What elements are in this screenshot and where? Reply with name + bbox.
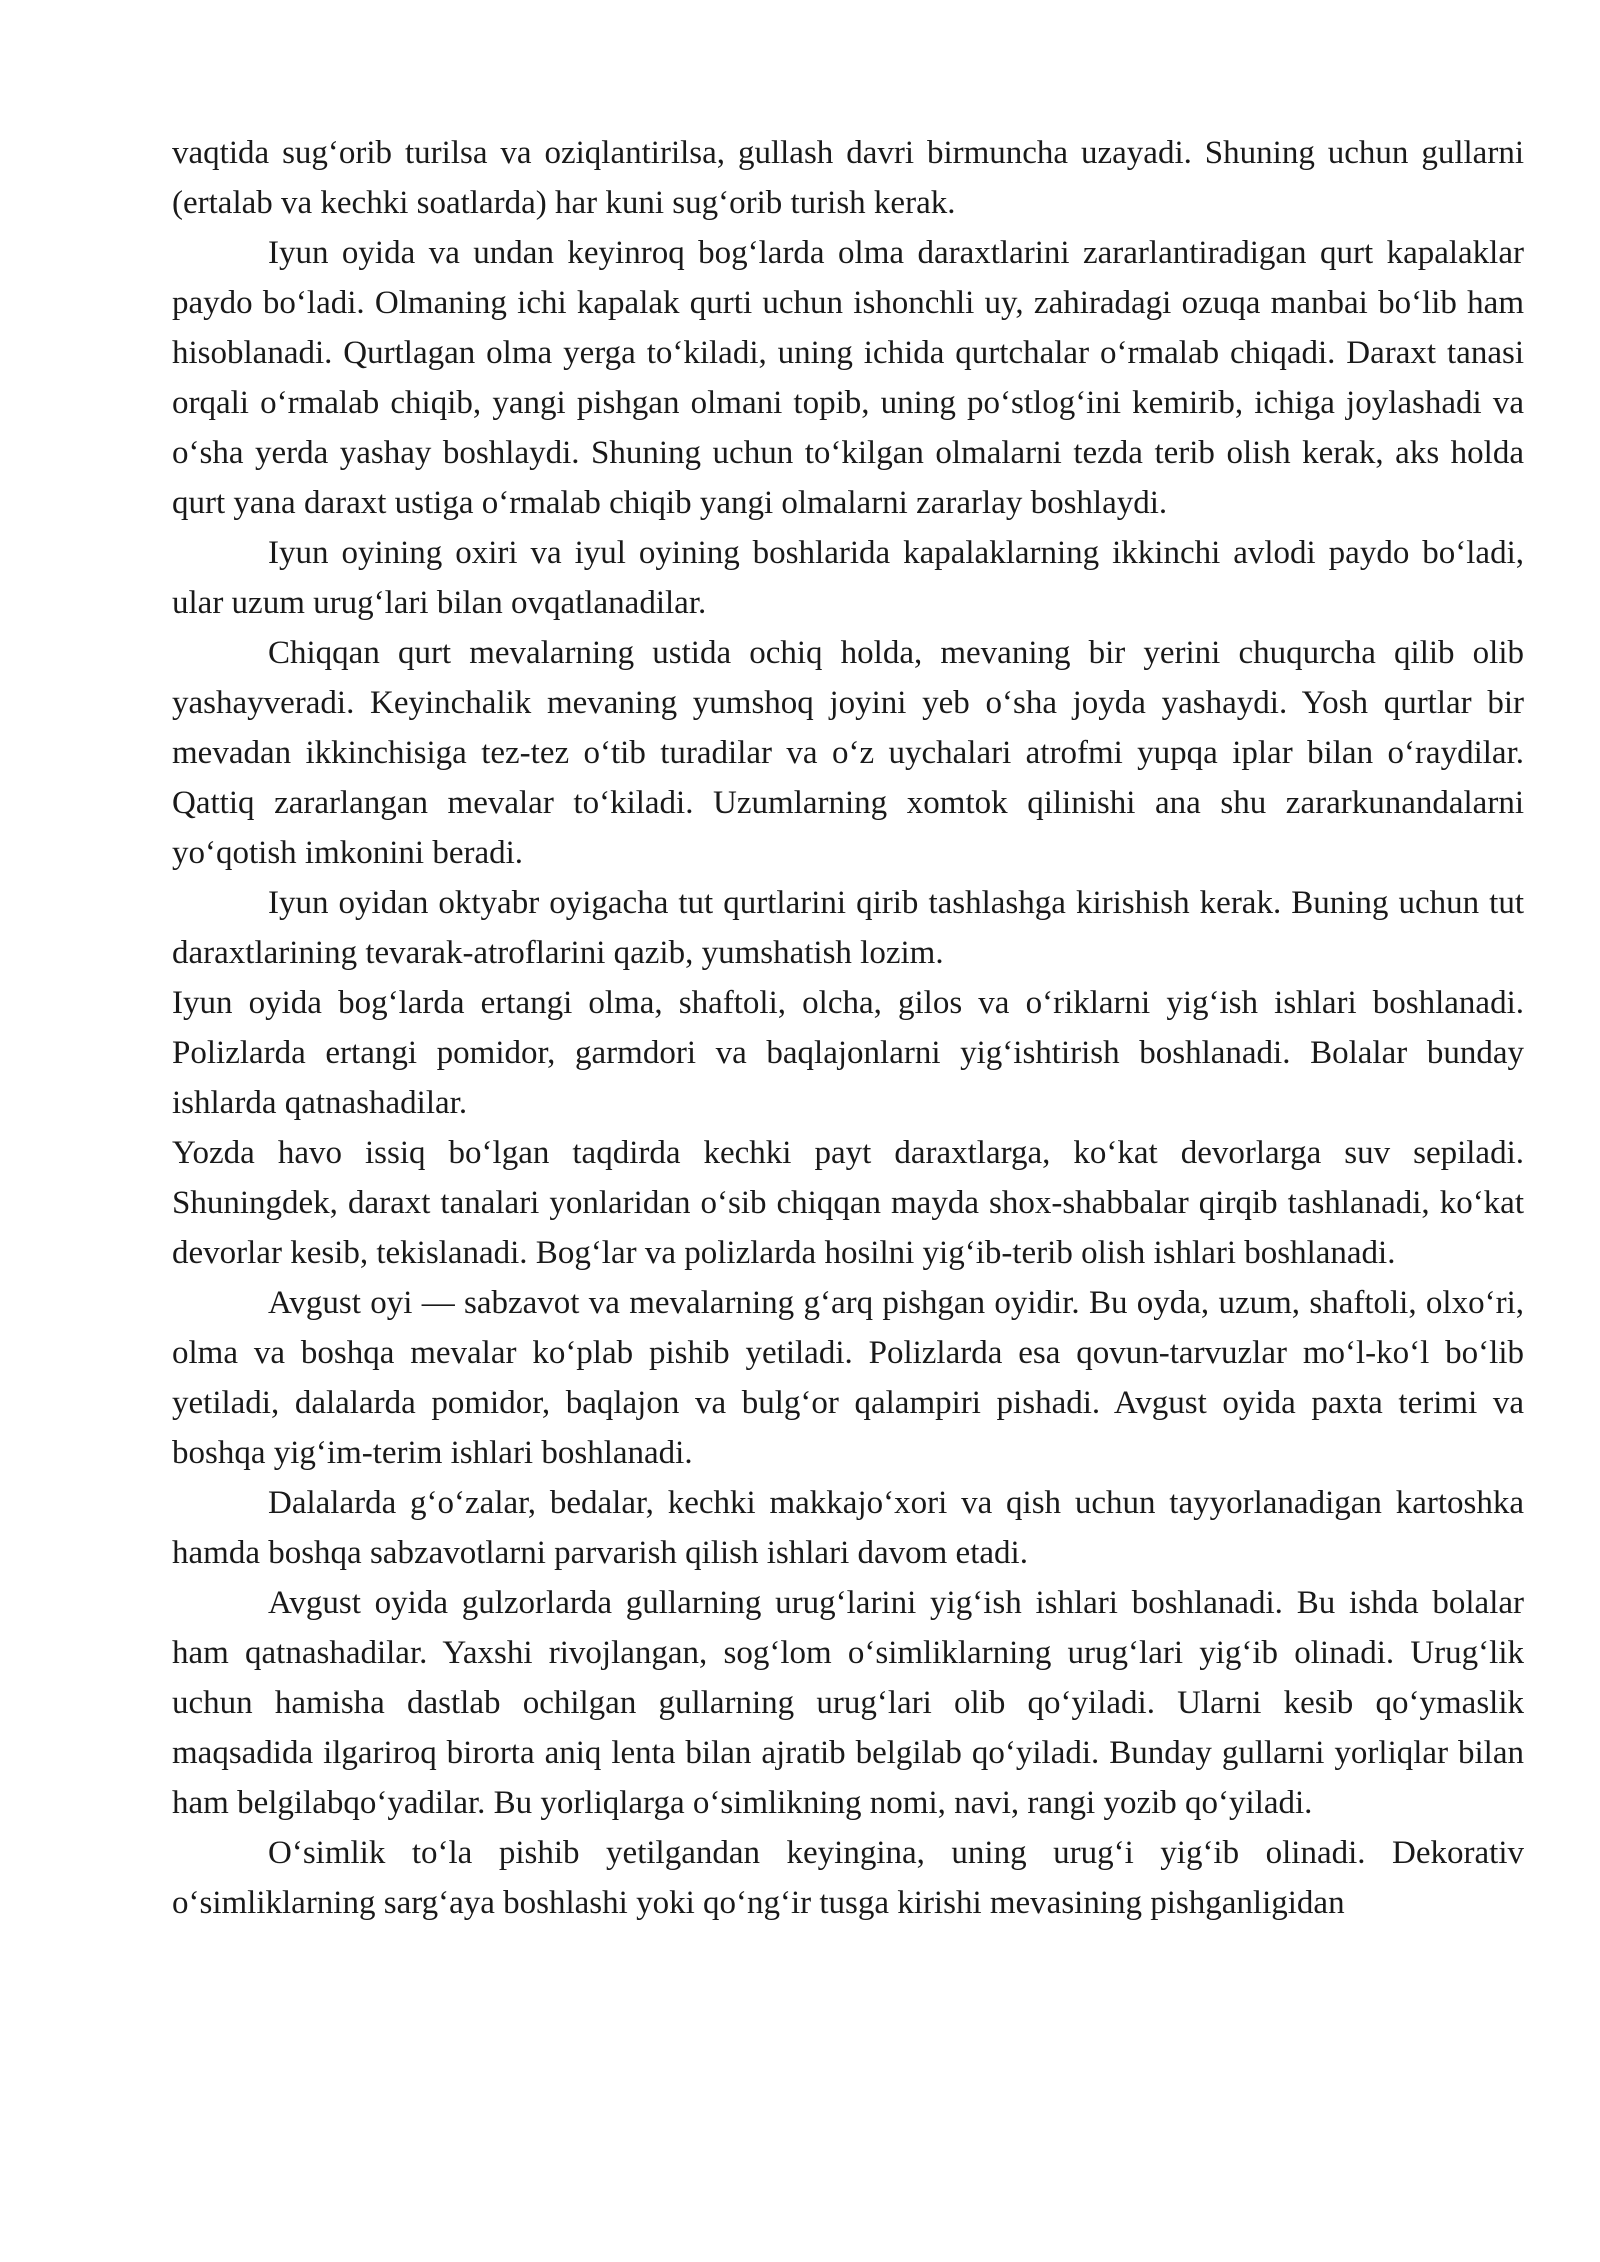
paragraph: O‘simlik to‘la pishib yetilgandan keyingina, uning urug‘i yig‘ib olinadi. Dekorativ o‘simliklarning sarg‘aya boshlashi yoki qo‘ng‘ir tusga kirishi mevasining pishganligidan	[172, 1835, 1524, 1921]
document-page	[172, 128, 1524, 1928]
paragraph: Iyun oyidan oktyabr oyigacha tut qurtlarini qirib tashlashga kirishish kerak. Buning uchun tut daraxtlarining tevarak-atroflarini qazib, yumshatish lozim.	[172, 885, 1524, 971]
paragraph: Iyun oyida va undan keyinroq bog‘larda olma daraxtlarini zararlantiradigan qurt kapalaklar paydo bo‘ladi. Olmaning ichi kapalak qurti uchun ishonchli uy, zahiradagi ozuqa manbai bo‘lib ham hisoblanadi. Qurtlagan olma yerga to‘kiladi, uning ichida qurtchalar o‘rmalab chiqadi. Daraxt tanasi orqali o‘rmalab chiqib, yangi pishgan olmani topib, uning po‘stlog‘ini kemirib, ichiga joylashadi va o‘sha yerda yashay boshlaydi. Shuning uchun to‘kilgan olmalarni tezda terib olish kerak, aks holda qurt yana daraxt ustiga o‘rmalab chiqib yangi olmalarni zararlay boshlaydi.	[172, 235, 1524, 521]
paragraph: Avgust oyida gulzorlarda gullarning urug‘larini yig‘ish ishlari boshlanadi. Bu ishda bolalar ham qatnashadilar. Yaxshi rivojlangan, sog‘lom o‘simliklarning urug‘lari yig‘ib olinadi. Urug‘lik uchun hamisha dastlab ochilgan gullarning urug‘lari olib qo‘yiladi. Ularni kesib qo‘ymaslik maqsadida ilgariroq birorta aniq lenta bilan ajratib belgilab qo‘yiladi. Bunday gullarni yorliqlar bilan ham belgilabqo‘yadilar. Bu yorliqlarga o‘simlikning nomi, navi, rangi yozib qo‘yiladi.	[172, 1585, 1524, 1821]
paragraph: Chiqqan qurt mevalarning ustida ochiq holda, mevaning bir yerini chuqurcha qilib olib yashayveradi. Keyinchalik mevaning yumshoq joyini yeb o‘sha joyda yashaydi. Yosh qurtlar bir mevadan ikkinchisiga tez-tez o‘tib turadilar va o‘z uychalari atrofmi yupqa iplar bilan o‘raydilar. Qattiq zararlangan mevalar to‘kiladi. Uzumlarning xomtok qilinishi ana shu zararkunandalarni yo‘qotish imkonini beradi.	[172, 635, 1524, 871]
paragraph: Iyun oyining oxiri va iyul oyining boshlarida kapalaklarning ikkinchi avlodi paydo bo‘ladi, ular uzum urug‘lari bilan ovqatlanadilar.	[172, 535, 1524, 621]
paragraph: Yozda havo issiq bo‘lgan taqdirda kechki payt daraxtlarga, ko‘kat devorlarga suv sepiladi. Shuningdek, daraxt tanalari yonlaridan o‘sib chiqqan mayda shox-shabbalar qirqib tashlanadi, ko‘kat devorlar kesib, tekislanadi. Bog‘lar va polizlarda hosilni yig‘ib-terib olish ishlari boshlanadi.	[172, 1135, 1524, 1271]
paragraph: vaqtida sug‘orib turilsa va oziqlantirilsa, gullash davri birmuncha uzayadi. Shuning uchun gullarni (ertalab va kechki soatlarda) har kuni sug‘orib turish kerak.	[172, 135, 1524, 221]
paragraph: Dalalarda g‘o‘zalar, bedalar, kechki makkajo‘xori va qish uchun tayyorlanadigan kartoshka hamda boshqa sabzavotlarni parvarish qilish ishlari davom etadi.	[172, 1485, 1524, 1571]
paragraph: Iyun oyida bog‘larda ertangi olma, shaftoli, olcha, gilos va o‘riklarni yig‘ish ishlari boshlanadi. Polizlarda ertangi pomidor, garmdori va baqlajonlarni yig‘ishtirish boshlanadi. Bolalar bunday ishlarda qatnashadilar.	[172, 985, 1524, 1121]
paragraph: Avgust oyi — sabzavot va mevalarning g‘arq pishgan oyidir. Bu oyda, uzum, shaftoli, olxo‘ri, olma va boshqa mevalar ko‘plab pishib yetiladi. Polizlarda esa qovun-tarvuzlar mo‘l-ko‘l bo‘lib yetiladi, dalalarda pomidor, baqlajon va bulg‘or qalampiri pishadi. Avgust oyida paxta terimi va boshqa yig‘im-terim ishlari boshlanadi.	[172, 1285, 1524, 1471]
